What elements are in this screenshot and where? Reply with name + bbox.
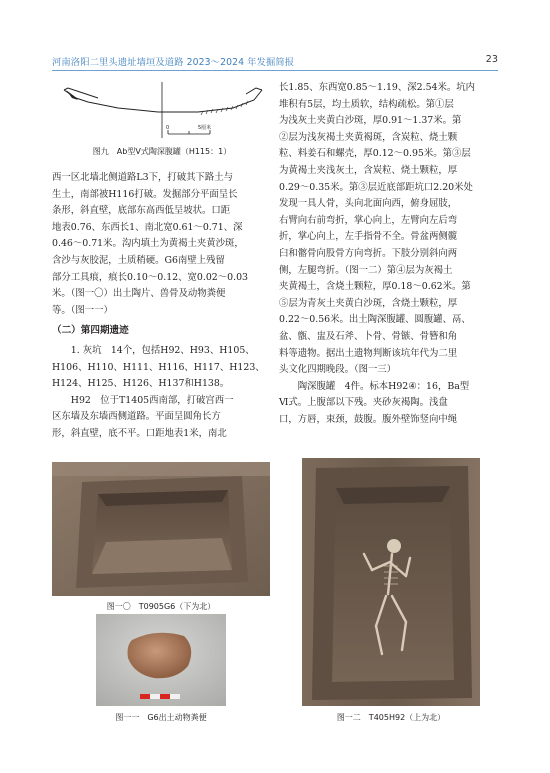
paragraph-line: 夹黄褐土，含烧土颗粒，厚0.18～0.62米。第 [279, 281, 471, 293]
paragraph-line: 右臂向右前弯折，掌心向上，左臂向左后弯 [279, 214, 458, 226]
scale-label: 5厘米 [198, 125, 212, 131]
paragraph-line: 盆、甑、盅及石斧、卜骨、骨镞、骨簪和角 [279, 330, 458, 342]
paragraph-line: 为浅灰土夹黄白沙斑，厚0.91～1.37米。第 [279, 115, 462, 127]
paragraph-line: 条形，斜直壁，底部东高西低呈坡状。口距 [52, 205, 231, 217]
scale-zero: 0 [166, 125, 170, 131]
figure-9-caption: 图九 Ab型Ⅴ式陶深腹罐（H115：1） [92, 147, 232, 156]
paragraph-line: 料等遗物。据出土遗物判断该坑年代为二里 [279, 347, 458, 359]
paragraph-line: 粒、料姜石和螺壳，厚0.12～0.95米。第③层 [279, 148, 471, 160]
paragraph-line: 折，掌心向上，左手指骨不全。骨盆两侧髋 [279, 231, 458, 243]
left-column [52, 170, 270, 443]
paragraph-line: 西一区北墙北侧道路L3下，打破其下路土与 [52, 172, 233, 183]
paragraph-line: 1. 灰坑 14个，包括H92、H93、H105、 [70, 344, 255, 356]
paragraph-line: 含沙与灰胶泥，土质稍硬。G6南壁上残留 [52, 254, 225, 266]
header-divider [52, 70, 498, 71]
paragraph-line: 0.29～0.35米。第③层近底部距坑口2.20米处 [279, 181, 473, 193]
paragraph-line: 形，斜直壁，底不平。口距地表1米，南北 [52, 427, 227, 439]
figure-11-photo [96, 614, 226, 706]
figure-10-caption: 图一〇 T0905G6（下为北） [106, 602, 216, 611]
paragraph-line: 生土，南部被H116打破。发掘部分平面呈长 [52, 188, 238, 200]
paragraph-line: 地表0.76、东西长1、南北宽0.61～0.71、深 [52, 221, 243, 233]
running-header [52, 52, 498, 68]
journal-title: 河南洛阳二里头遗址墙垣及道路 2023～2024 年发掘简报 [52, 57, 295, 68]
paragraph-line: 0.22～0.56米。出土陶深腹罐、圆腹罐、鬲、 [279, 314, 471, 326]
paragraph-line: 等。（图一一） [52, 304, 113, 316]
paragraph-line: 侧，左腿弯折。（图一二）第④层为灰褐土 [279, 264, 453, 276]
paragraph-line: 米。（图一〇）出土陶片、兽骨及动物粪便 [52, 288, 226, 300]
paragraph-line: 发现一具人骨，头向北面向西，俯身屈肢， [279, 198, 458, 210]
paragraph-line: 陶深腹罐 4件。标本H92④：16，Ba型 [297, 380, 470, 392]
paragraph-line: H106、H110、H111、H116、H117、H123、 [52, 361, 265, 373]
figure-11-caption: 图一一 G6出土动物粪便 [115, 713, 207, 722]
paragraph-line: 臼和髂骨向股骨方向弯折。下肢分别斜向两 [279, 247, 458, 259]
paragraph-line: 长1.85、东西宽0.85～1.19、深2.54米。坑内 [279, 82, 475, 93]
paragraph-line: 部分工具痕，痕长0.10～0.12、宽0.02～0.03 [52, 271, 248, 283]
paragraph-line: 堆积有5层，均土质软，结构疏松。第①层 [279, 98, 454, 110]
paragraph-line: H92 位于T1405西南部，打破宫西一 [70, 394, 234, 406]
figure-12-photo [302, 458, 480, 706]
figure-12-caption: 图一二 T405H92（上为北） [336, 713, 446, 722]
paragraph-line: 区东墙及东墙西侧道路。平面呈圆角长方 [52, 411, 221, 423]
paragraph-line: H124、H125、H126、H137和H138。 [52, 378, 230, 390]
paragraph-line: 头文化四期晚段。（图一三） [279, 364, 397, 376]
paragraph-line: ⑤层为青灰土夹黄白沙斑，含烧土颗粒，厚 [279, 297, 458, 309]
paragraph-line: 口，方唇，束颈，鼓腹。腹外壁饰竖向中绳 [279, 413, 458, 425]
page-number: 23 [485, 54, 498, 65]
paragraph-line: 为黄褐土夹浅灰土，含炭粒、烧土颗粒，厚 [279, 164, 458, 176]
figure-9-drawing [58, 78, 266, 142]
paragraph-line: Ⅵ式。上腹部以下残。夹砂灰褐陶。浅盘 [279, 397, 448, 409]
right-column [279, 80, 498, 428]
paragraph-line: 0.46～0.71米。沟内填土为黄褐土夹黄沙斑， [52, 238, 244, 250]
paragraph-line: ②层为浅灰褐土夹黄褐斑，含炭粒、烧土颗 [279, 131, 458, 143]
figure-10-photo [52, 462, 270, 596]
section-heading: （二）第四期遗迹 [52, 325, 129, 337]
